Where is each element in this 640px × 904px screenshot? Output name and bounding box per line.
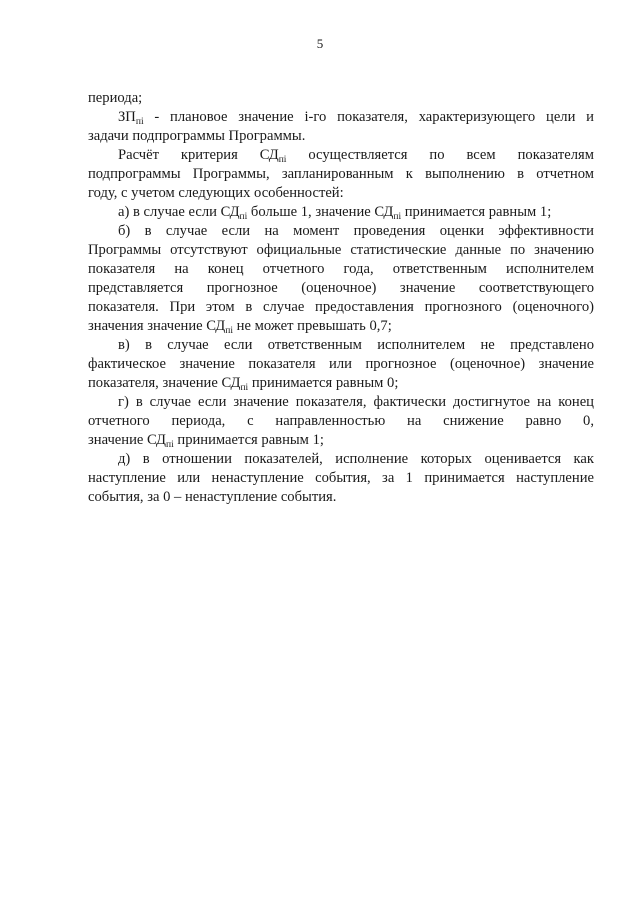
text-line: подпрограммы Программы, запланированным к выполнению в отчетном: [88, 166, 594, 182]
text-line: события, за 0 – ненаступление события.: [88, 489, 337, 505]
text-line: д) в отношении показателей, исполнение которых оценивается как: [118, 451, 594, 467]
text-line: фактическое значение показателя или прогнозное (оценочное) значение: [88, 356, 594, 372]
text-line: г) в случае если значение показателя, фактически достигнутое на конец: [118, 394, 594, 410]
text-line: наступление или ненаступление события, за 1 принимается наступление: [88, 470, 594, 486]
text-line: показателя, значение $СД_{пi}$ принимается равным 0;: [88, 375, 399, 393]
text-line: в) в случае если ответственным исполнителем не представлено: [118, 337, 594, 353]
text-line: значения значение $СД_{пi}$ не может превышать 0,7;: [88, 318, 392, 336]
page-number: 5: [316, 36, 324, 51]
text-line: представляется прогнозное (оценочное) значение соответствующего: [88, 280, 594, 296]
text-line: показателя на конец отчетного года, ответственным исполнителем: [88, 261, 594, 277]
text-line: году, с учетом следующих особенностей:: [88, 185, 344, 201]
text-line: а) в случае если $СД_{пi}$ больше 1, значение $СД_{пi}$ принимается равным 1;: [118, 204, 552, 222]
text-line: показателя. При этом в случае предоставления прогнозного (оценочного): [88, 299, 594, 315]
text-line: задачи подпрограммы Программы.: [88, 128, 306, 144]
text-line: б) в случае если на момент проведения оценки эффективности: [118, 223, 594, 239]
text-line: отчетного периода, с направленностью на снижение равно 0,: [88, 413, 594, 429]
text-line: Расчёт критерия $СД_{пi}$ осуществляется по всем показателям: [118, 147, 594, 165]
text-line: Программы отсутствуют официальные статистические данные по значению: [88, 242, 594, 258]
text-line: $ЗП_{пi}$ - плановое значение i-го показателя, характеризующего цели и: [118, 109, 594, 127]
text-line: периода;: [88, 90, 143, 106]
text-line: значение $СД_{пi}$ принимается равным 1;: [88, 432, 324, 450]
